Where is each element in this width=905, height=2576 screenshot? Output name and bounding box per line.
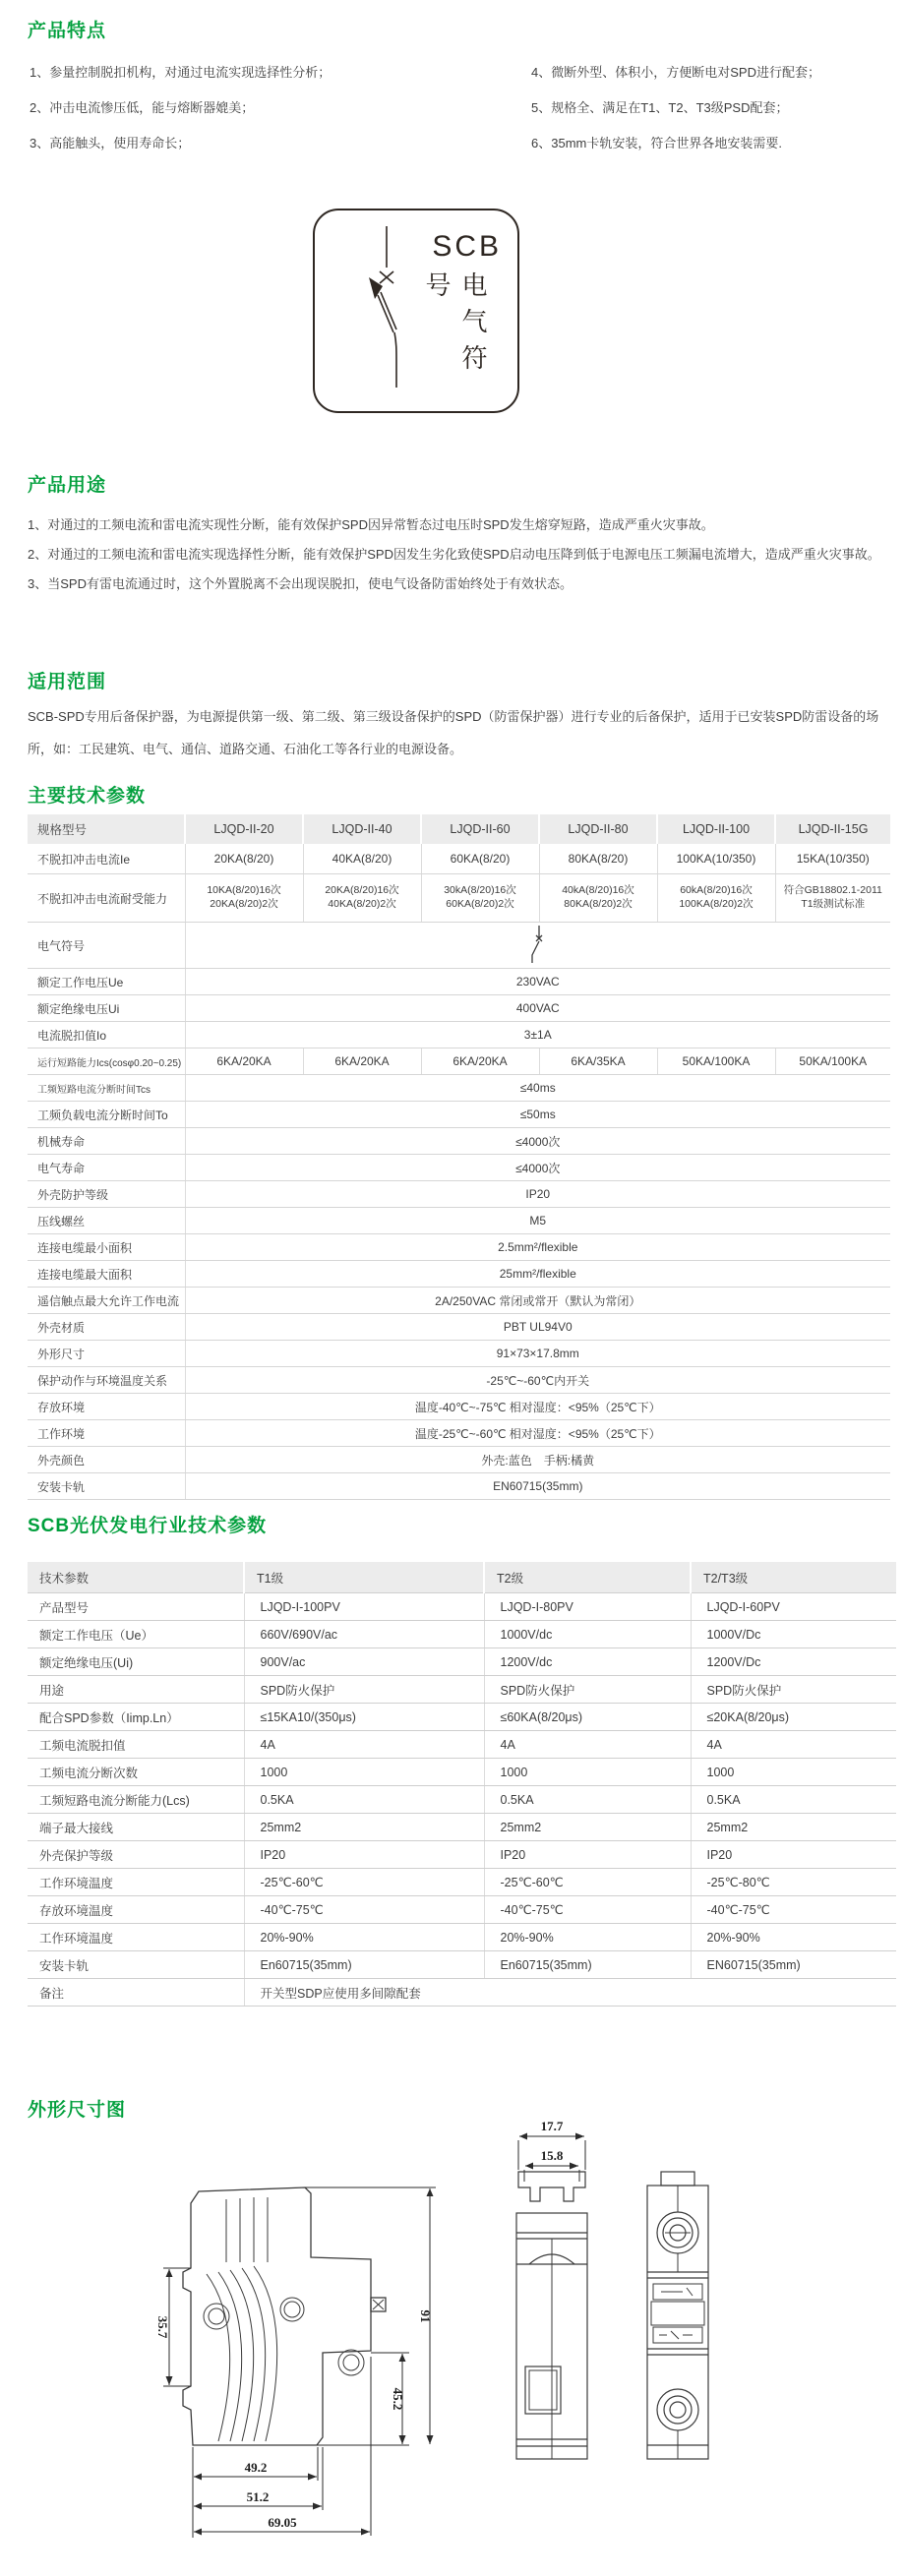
- dimension-lines: [163, 2187, 436, 2538]
- cell-value: 25mm2: [691, 1814, 896, 1841]
- pv-params-table: [28, 1562, 896, 2007]
- cell-value: -25℃-60℃: [484, 1869, 691, 1896]
- cell-value: 1000: [484, 1759, 691, 1786]
- table-row: [28, 874, 890, 923]
- row-label: 保护动作与环境温度关系: [28, 1367, 185, 1394]
- row-label: 额定绝缘电压(Ui): [28, 1648, 244, 1676]
- table-row: [28, 1473, 890, 1500]
- dim-35-7: 35.7: [155, 2315, 170, 2339]
- row-label: 工作环境: [28, 1420, 185, 1447]
- row-label: 电气符号: [28, 923, 185, 969]
- table-row: [28, 1731, 896, 1759]
- side-view-details: [204, 2197, 364, 2441]
- table-row: [28, 1234, 890, 1261]
- row-label: 外壳保护等级: [28, 1841, 244, 1869]
- dim-45-2: 45.2: [391, 2387, 405, 2411]
- cell-value: 4A: [691, 1731, 896, 1759]
- row-label: 工作环境温度: [28, 1869, 244, 1896]
- table-row: [28, 1979, 896, 2007]
- table-row: [28, 995, 890, 1022]
- cell-value: -25℃-60℃: [244, 1869, 484, 1896]
- list-item: 3、当SPD有雷电流通过时，这个外置脱离不会出现误脱扣，使电气设备防雷始终处于有效状态。: [28, 576, 573, 591]
- row-label: 工频短路电流分断时间Tcs: [28, 1075, 185, 1102]
- list-item: 6、35mm卡轨安装，符合世界各地安装需要.: [531, 136, 782, 150]
- row-label: 额定绝缘电压Ui: [28, 995, 185, 1022]
- cell-value: 10KA(8/20)16次 20KA(8/20)2次: [185, 874, 303, 923]
- scope-text: SCB-SPD专用后备保护器，为电源提供第一级、第二级、第三级设备保护的SPD（防雷保护器）进行专业的后备保护，适用于已安装SPD防雷设备的场所，如：工民建筑、电气、通信、道路交通、石油化工等各行业的电源设备。: [28, 709, 879, 756]
- cell-value: EN60715(35mm): [691, 1951, 896, 1979]
- row-label: 工频电流分断次数: [28, 1759, 244, 1786]
- row-label: 遥信触点最大允许工作电流: [28, 1288, 185, 1314]
- table-row: [28, 1341, 890, 1367]
- cell-value: En60715(35mm): [244, 1951, 484, 1979]
- row-label: 存放环境: [28, 1394, 185, 1420]
- row-label: 工频短路电流分断能力(Lcs): [28, 1786, 244, 1814]
- symbol-cell: [185, 923, 890, 969]
- table-row: [28, 1759, 896, 1786]
- feature-list-right: [531, 55, 820, 161]
- cell-value: 2.5mm²/flexible: [185, 1234, 890, 1261]
- cell-value: ≤60KA(8/20μs): [484, 1704, 691, 1731]
- cell-value: 50KA/100KA: [775, 1048, 890, 1075]
- cell-value: 60KA(8/20): [421, 844, 539, 874]
- cell-value: ≤15KA10/(350μs): [244, 1704, 484, 1731]
- dim-49-2: 49.2: [244, 2460, 268, 2475]
- table-row: [28, 1814, 896, 1841]
- column-header: 技术参数: [28, 1562, 244, 1593]
- dimension-drawing: [59, 2115, 748, 2569]
- row-label: 配合SPD参数（Iimp.Ln）: [28, 1704, 244, 1731]
- table-row: [28, 1314, 890, 1341]
- cell-value: 1200V/dc: [484, 1648, 691, 1676]
- row-label: 额定工作电压Ue: [28, 969, 185, 995]
- cell-value: 2A/250VAC 常闭或常开（默认为常闭）: [185, 1288, 890, 1314]
- column-header: LJQD-II-40: [303, 814, 421, 844]
- table-row: [28, 1621, 896, 1648]
- dim-17-7: 17.7: [540, 2119, 564, 2133]
- row-label: 不脱扣冲击电流耐受能力: [28, 874, 185, 923]
- table-row: [28, 1704, 896, 1731]
- table-row: [28, 1951, 896, 1979]
- cell-value: En60715(35mm): [484, 1951, 691, 1979]
- table-row: [28, 1593, 896, 1621]
- row-label: 工作环境温度: [28, 1924, 244, 1951]
- table-row: [28, 1155, 890, 1181]
- cell-value: 6KA/20KA: [421, 1048, 539, 1075]
- list-item: 4、微断外型、体积小，方便断电对SPD进行配套；: [531, 65, 820, 80]
- table-row: [28, 1394, 890, 1420]
- row-label: 电气寿命: [28, 1155, 185, 1181]
- cell-value: 100KA(10/350): [657, 844, 775, 874]
- column-header: T2/T3级: [691, 1562, 896, 1593]
- table-row: [28, 969, 890, 995]
- table-header-row: [28, 814, 890, 844]
- section-title-dimensions: 外形尺寸图: [28, 2100, 127, 2121]
- row-label: 外壳颜色: [28, 1447, 185, 1473]
- cell-value: 6KA/20KA: [303, 1048, 421, 1075]
- cell-value: SPD防火保护: [484, 1676, 691, 1704]
- row-label: 额定工作电压（Ue）: [28, 1621, 244, 1648]
- cell-value: PBT UL94V0: [185, 1314, 890, 1341]
- table-row: [28, 1128, 890, 1155]
- column-header: LJQD-II-100: [657, 814, 775, 844]
- table-row: [28, 1102, 890, 1128]
- row-label: 工频电流脱扣值: [28, 1731, 244, 1759]
- cell-value: -40℃-75℃: [244, 1896, 484, 1924]
- column-header: LJQD-II-80: [539, 814, 657, 844]
- cell-value: 1000V/dc: [484, 1621, 691, 1648]
- cell-value: 1000V/Dc: [691, 1621, 896, 1648]
- table-row: [28, 1447, 890, 1473]
- feature-list-left: [30, 55, 331, 161]
- cell-value: 25mm²/flexible: [185, 1261, 890, 1288]
- dim-69-05: 69.05: [268, 2515, 297, 2530]
- front-view1: [516, 2172, 587, 2459]
- table-row: [28, 923, 890, 969]
- symbol-caption: 电气符号: [422, 271, 488, 381]
- cell-value: 开关型SDP应使用多间隙配套: [244, 1979, 896, 2007]
- list-item: 3、高能触头，使用寿命长；: [30, 136, 191, 150]
- cell-value: -40℃-75℃: [691, 1896, 896, 1924]
- cell-value: 0.5KA: [244, 1786, 484, 1814]
- cell-value: IP20: [484, 1841, 691, 1869]
- section-title-main-params: 主要技术参数: [28, 786, 147, 807]
- list-item: 2、对通过的工频电流和雷电流实现选择性分断，能有效保护SPD因发生劣化致使SPD启动电压降到低于电源电压工频漏电流增大，造成严重火灾事故。: [28, 547, 880, 562]
- row-label: 外壳防护等级: [28, 1181, 185, 1208]
- cell-value: SPD防火保护: [244, 1676, 484, 1704]
- cell-value: M5: [185, 1208, 890, 1234]
- cell-value: ≤20KA(8/20μs): [691, 1704, 896, 1731]
- dim-51-2: 51.2: [246, 2489, 270, 2504]
- cell-value: -40℃-75℃: [484, 1896, 691, 1924]
- dim-15-8: 15.8: [540, 2148, 564, 2163]
- side-view-outline: [183, 2187, 386, 2445]
- row-label: 外壳材质: [28, 1314, 185, 1341]
- cell-value: IP20: [691, 1841, 896, 1869]
- cell-value: 60kA(8/20)16次 100KA(8/20)2次: [657, 874, 775, 923]
- cell-value: 温度-40℃~-75℃ 相对湿度：<95%（25℃下）: [185, 1394, 890, 1420]
- cell-value: EN60715(35mm): [185, 1473, 890, 1500]
- cell-value: 80KA(8/20): [539, 844, 657, 874]
- cell-value: 230VAC: [185, 969, 890, 995]
- section-title-features: 产品特点: [28, 21, 107, 41]
- column-header: LJQD-II-60: [421, 814, 539, 844]
- table-row: [28, 1786, 896, 1814]
- row-label: 用途: [28, 1676, 244, 1704]
- column-header: T2级: [484, 1562, 691, 1593]
- cell-value: 6KA/35KA: [539, 1048, 657, 1075]
- table-row: [28, 1208, 890, 1234]
- section-title-usage: 产品用途: [28, 475, 107, 496]
- list-item: 2、冲击电流惨压低，能与熔断器媲美；: [30, 100, 255, 115]
- row-label: 机械寿命: [28, 1128, 185, 1155]
- cell-value: 20KA(8/20): [185, 844, 303, 874]
- column-header: LJQD-II-20: [185, 814, 303, 844]
- cell-value: IP20: [185, 1181, 890, 1208]
- cell-value: 1200V/Dc: [691, 1648, 896, 1676]
- table-header-row: [28, 1562, 896, 1593]
- cell-value: ≤40ms: [185, 1075, 890, 1102]
- row-label: 端子最大接线: [28, 1814, 244, 1841]
- cell-value: 40KA(8/20): [303, 844, 421, 874]
- table-row: [28, 1181, 890, 1208]
- brand-label: SCB: [432, 230, 502, 263]
- row-label: 备注: [28, 1979, 244, 2007]
- cell-value: 符合GB18802.1-2011 T1级测试标准: [775, 874, 890, 923]
- row-label: 运行短路能力Ics(cosφ0.20~0.25): [28, 1048, 185, 1075]
- usage-list: [28, 511, 881, 600]
- section-title-scope: 适用范围: [28, 672, 107, 692]
- cell-value: 0.5KA: [691, 1786, 896, 1814]
- cell-value: LJQD-I-60PV: [691, 1593, 896, 1621]
- cell-value: 20%-90%: [484, 1924, 691, 1951]
- cell-value: 660V/690V/ac: [244, 1621, 484, 1648]
- table-row: [28, 1648, 896, 1676]
- column-header: LJQD-II-15G: [775, 814, 890, 844]
- cell-value: 温度-25℃~-60℃ 相对湿度：<95%（25℃下）: [185, 1420, 890, 1447]
- section-title-pv-params: SCB光伏发电行业技术参数: [28, 1516, 268, 1536]
- cell-value: 400VAC: [185, 995, 890, 1022]
- table-row: [28, 1367, 890, 1394]
- row-label: 连接电缆最大面积: [28, 1261, 185, 1288]
- column-header: 规格型号: [28, 814, 185, 844]
- table-row: [28, 1896, 896, 1924]
- cell-value: 0.5KA: [484, 1786, 691, 1814]
- table-row: [28, 1288, 890, 1314]
- row-label: 安装卡轨: [28, 1473, 185, 1500]
- cell-value: 20%-90%: [244, 1924, 484, 1951]
- table-row: [28, 1676, 896, 1704]
- table-row: [28, 1075, 890, 1102]
- row-label: 外形尺寸: [28, 1341, 185, 1367]
- table-row: [28, 1022, 890, 1048]
- front-view2: [647, 2172, 708, 2459]
- list-item: 5、规格全、满足在T1、T2、T3级PSD配套；: [531, 100, 789, 115]
- dim-91: 91: [418, 2309, 433, 2323]
- breaker-symbol-icon: [342, 222, 431, 401]
- cell-value: 91×73×17.8mm: [185, 1341, 890, 1367]
- cell-value: 6KA/20KA: [185, 1048, 303, 1075]
- electrical-symbol-box: [313, 209, 519, 413]
- cell-value: SPD防火保护: [691, 1676, 896, 1704]
- table-row: [28, 1869, 896, 1896]
- row-label: 电流脱扣值Io: [28, 1022, 185, 1048]
- row-label: 安装卡轨: [28, 1951, 244, 1979]
- main-params-table: [28, 814, 890, 1500]
- breaker-symbol-icon: [526, 925, 550, 964]
- cell-value: LJQD-I-80PV: [484, 1593, 691, 1621]
- row-label: 工频负载电流分断时间To: [28, 1102, 185, 1128]
- cell-value: 1000: [244, 1759, 484, 1786]
- cell-value: 50KA/100KA: [657, 1048, 775, 1075]
- table-row: [28, 1261, 890, 1288]
- cell-value: ≤4000次: [185, 1155, 890, 1181]
- cell-value: 25mm2: [484, 1814, 691, 1841]
- table-row: [28, 1924, 896, 1951]
- cell-value: 20%-90%: [691, 1924, 896, 1951]
- list-item: 1、对通过的工频电流和雷电流实现性分断，能有效保护SPD因异常暂态过电压时SPD发生熔穿短路，造成严重火灾事故。: [28, 517, 714, 532]
- table-row: [28, 844, 890, 874]
- column-header: T1级: [244, 1562, 484, 1593]
- cell-value: 4A: [244, 1731, 484, 1759]
- list-item: 1、参量控制脱扣机构，对通过电流实现选择性分析；: [30, 65, 332, 80]
- table-row: [28, 1841, 896, 1869]
- row-label: 存放环境温度: [28, 1896, 244, 1924]
- cell-value: 30kA(8/20)16次 60KA(8/20)2次: [421, 874, 539, 923]
- cell-value: 25mm2: [244, 1814, 484, 1841]
- table-row: [28, 1420, 890, 1447]
- cell-value: ≤50ms: [185, 1102, 890, 1128]
- cell-value: IP20: [244, 1841, 484, 1869]
- cell-value: 外壳:蓝色 手柄:橘黄: [185, 1447, 890, 1473]
- row-label: 压线螺丝: [28, 1208, 185, 1234]
- cell-value: -25℃-80℃: [691, 1869, 896, 1896]
- cell-value: -25℃~-60℃内开关: [185, 1367, 890, 1394]
- cell-value: 15KA(10/350): [775, 844, 890, 874]
- cell-value: LJQD-I-100PV: [244, 1593, 484, 1621]
- cell-value: 20KA(8/20)16次 40KA(8/20)2次: [303, 874, 421, 923]
- row-label: 产品型号: [28, 1593, 244, 1621]
- cell-value: 3±1A: [185, 1022, 890, 1048]
- table-row: [28, 1048, 890, 1075]
- cell-value: 4A: [484, 1731, 691, 1759]
- cell-value: 900V/ac: [244, 1648, 484, 1676]
- cell-value: 40kA(8/20)16次 80KA(8/20)2次: [539, 874, 657, 923]
- row-label: 连接电缆最小面积: [28, 1234, 185, 1261]
- cell-value: 1000: [691, 1759, 896, 1786]
- cell-value: ≤4000次: [185, 1128, 890, 1155]
- row-label: 不脱扣冲击电流Ie: [28, 844, 185, 874]
